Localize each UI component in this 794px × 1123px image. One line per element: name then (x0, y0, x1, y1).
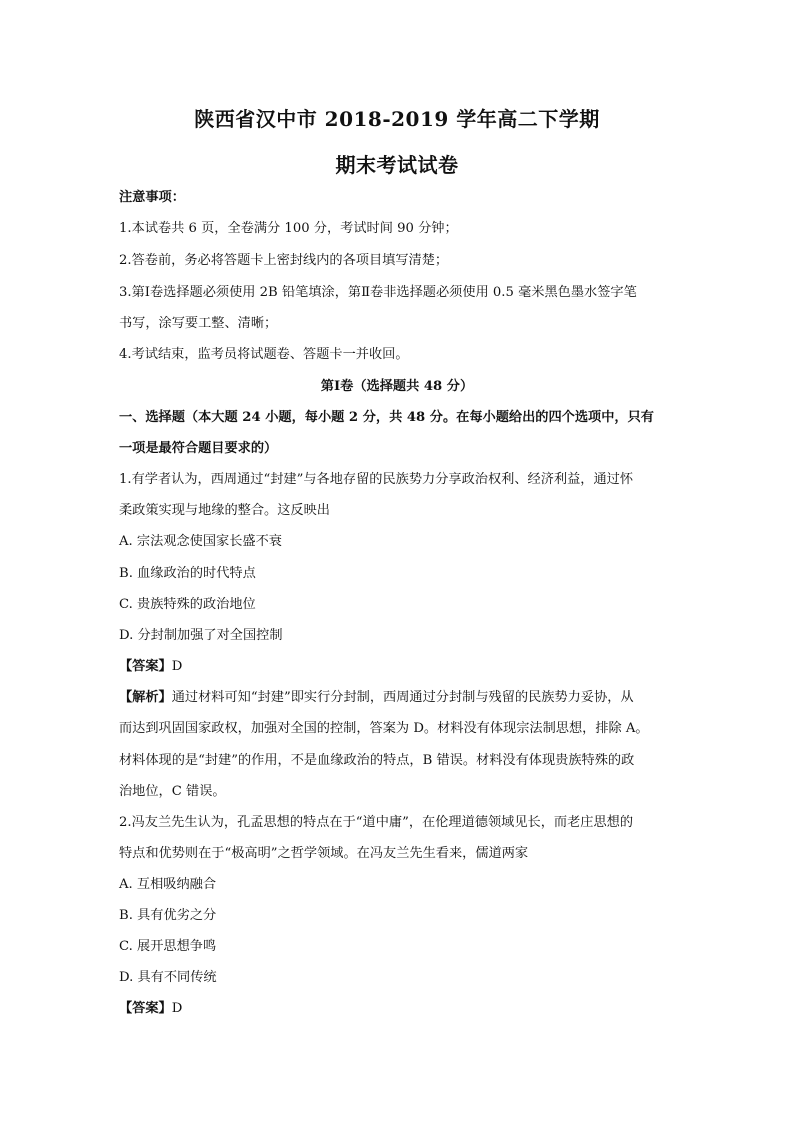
part-one-instructions-cont: 一项是最符合题目要求的） (119, 441, 278, 456)
q1-answer-value: D (171, 659, 183, 674)
q1-answer (119, 655, 182, 674)
q1-analysis-cont-3: 治地位，C 错误。 (119, 784, 226, 799)
notice-item-1: 1.本试卷共 6 页，全卷满分 100 分，考试时间 90 分钟； (119, 221, 458, 236)
q1-option-c: C. 贵族特殊的政治地位 (119, 597, 256, 612)
q2-answer-label: 【答案】 (119, 1001, 172, 1016)
q1-analysis-label: 【解析】 (119, 690, 172, 705)
q1-analysis-text: 通过材料可知“封建”即实行分封制，西周通过分封制与残留的民族势力妥协，从 (171, 690, 634, 705)
section-title: 第Ⅰ卷（选择题共 48 分） (320, 379, 474, 394)
q2-answer (119, 997, 182, 1016)
notice-item-2: 2.答卷前，务必将答题卡上密封线内的各项目填写清楚； (119, 253, 449, 268)
q2-stem: 2.冯友兰先生认为，孔孟思想的特点在于“道中庸”，在伦理道德领域见长，而老庄思想的 (119, 815, 633, 830)
notice-item-4: 4.考试结束，监考员将试题卷、答题卡一并收回。 (119, 347, 409, 362)
q1-analysis-cont-1: 而达到巩固国家政权，加强对全国的控制，答案为 D。材料没有体现宗法制思想，排除 A。 (119, 721, 649, 736)
q1-analysis (119, 686, 634, 705)
q1-analysis-cont-2: 材料体现的是“封建”的作用，不是血缘政治的特点，B 错误。材料没有体现贵族特殊的政 (119, 753, 635, 768)
q1-stem-cont: 柔政策实现与地缘的整合。这反映出 (119, 503, 330, 518)
q2-stem-cont: 特点和优势则在于“极高明”之哲学领域。在冯友兰先生看来，儒道两家 (119, 846, 529, 861)
part-one-instructions: 一、选择题（本大题 24 小题，每小题 2 分，共 48 分。在每小题给出的四个选项中，只有 (119, 410, 654, 425)
q2-option-a: A. 互相吸纳融合 (119, 877, 217, 892)
q2-option-b: B. 具有优劣之分 (119, 908, 217, 923)
q1-stem: 1.有学者认为，西周通过“封建”与各地存留的民族势力分享政治权利、经济利益，通过怀 (119, 472, 633, 487)
notice-heading: 注意事项： (119, 190, 185, 205)
q1-option-b: B. 血缘政治的时代特点 (119, 566, 256, 581)
document-title-line1: 陕西省汉中市 2018-2019 学年高二下学期 (194, 107, 600, 131)
q1-answer-label: 【答案】 (119, 659, 172, 674)
q2-answer-value: D (171, 1001, 183, 1016)
q2-option-c: C. 展开思想争鸣 (119, 939, 217, 954)
q2-option-d: D. 具有不同传统 (119, 970, 217, 985)
q1-option-d: D. 分封制加强了对全国控制 (119, 628, 283, 643)
document-title-line2: 期末考试试卷 (335, 153, 459, 177)
notice-item-3: 3.第Ⅰ卷选择题必须使用 2B 铅笔填涂，第Ⅱ卷非选择题必须使用 0.5 毫米黑色墨水签字笔 (119, 285, 637, 300)
notice-item-3-cont: 书写，涂写要工整、清晰； (119, 316, 278, 331)
q1-option-a: A. 宗法观念使国家长盛不衰 (119, 534, 282, 549)
